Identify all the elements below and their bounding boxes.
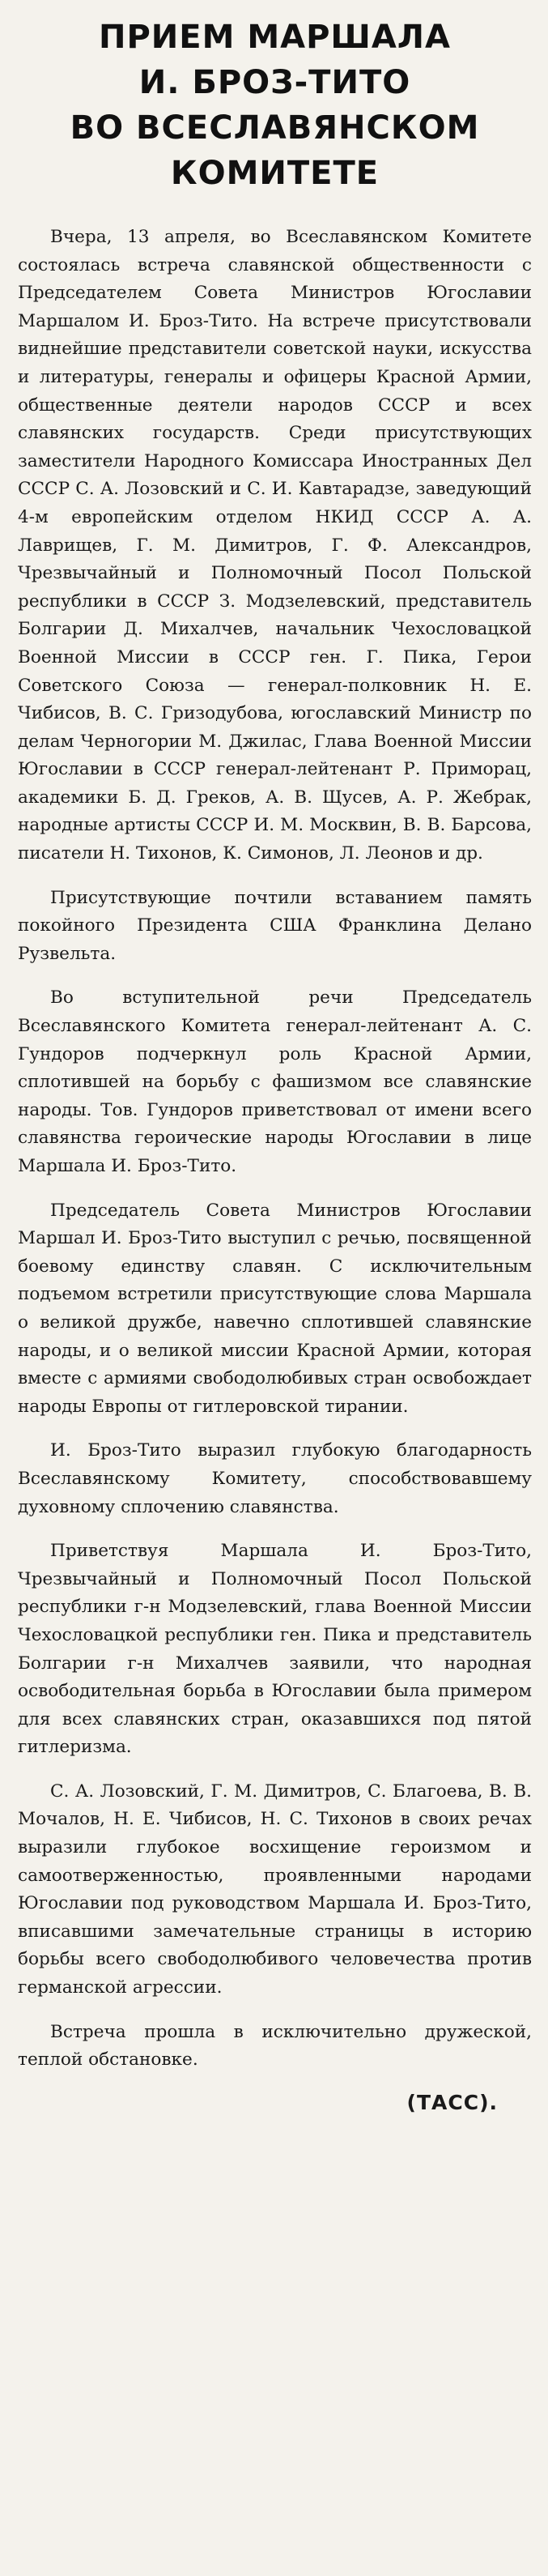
paragraph-attendees: Вчера, 13 апреля, во Всеславянском Комитете состоялась встреча славянской общественности с Председателем Совета Министров Югославии Маршалом И. Броз-Тито. На встрече присутствовали виднейшие представители советской науки, искусства и литературы, генералы и офицеры Красной Армии, общественные деятели народов СССР и всех славянских государств. Среди присутствующих заместители Народного Комиссара Иностранных Дел СССР С. А. Лозовский и С. И. Кавтарадзе, заведующий 4-м европейским отделом НКИД СССР А. А. Лаврищев, Г. М. Димитров, Г. Ф. Александров, Чрезвычайный и Полномочный Посол Польской республики в СССР З. Модзелевский, представитель Болгарии Д. Михалчев, начальник Чехословацкой Военной Миссии в СССР ген. Г. Пика, Герои Советского Союза — генерал-полковник Н. Е. Чибисов, В. С. Гризодубова, югославский Министр по делам Черногории М. Джилас, Глава Военной Миссии Югославии в СССР генерал-лейтенант Р. Приморац, академики Б. Д. Греков, А. В. Щусев, А. Р. Жебрак, народные артисты СССР И. М. Москвин, В. В. Барсова, писатели Н. Тихонов, К. Симонов, Л. Леонов и др. (18, 227, 532, 864)
article-body (18, 224, 532, 2075)
headline (18, 11, 532, 196)
paragraph-speeches: С. А. Лозовский, Г. М. Димитров, С. Благоева, В. В. Мочалов, Н. Е. Чибисов, Н. С. Тихонов в своих речах выразили глубокое восхищение героизмом и самоотверженностью, проявленными народами Югославии под руководством Маршала И. Броз-Тито, вписавшими замечательные страницы в историю борьбы всего свободолюбивого человечества против германской агрессии. (18, 1781, 532, 1998)
paragraph-tribute: Присутствующие почтили вставанием память покойного Президента США Франклина Делано Рузвельта. (18, 887, 532, 964)
headline-line-1: ПРИЕМ МАРШАЛА (99, 19, 451, 56)
paragraph-closing: Встреча прошла в исключительно дружеской, теплой обстановке. (18, 2021, 532, 2071)
paragraph-greetings: Приветствуя Маршала И. Броз-Тито, Чрезвычайный и Полномочный Посол Польской республики г-н Модзелевский, глава Военной Миссии Чехословацкой республики ген. Пика и представитель Болгарии г-н Михалчев заявили, что народная освободительная борьба в Югославии была примером для всех славянских стран, оказавшихся под пятой гитлеризма. (18, 1541, 532, 1758)
headline-line-3: ВО ВСЕСЛАВЯНСКОМ (70, 109, 480, 147)
agency-credit: (ТАСС). (406, 2090, 498, 2114)
headline-line-2: И. БРОЗ-ТИТО (138, 64, 411, 101)
paragraph-tito-speech: Председатель Совета Министров Югославии Маршал И. Броз-Тито выступил с речью, посвященной боевому единству славян. С исключительным подъемом встретили присутствующие слова Маршала о великой дружбе, навечно сплотившей славянские народы, и о великой миссии Красной Армии, которая вместе с армиями свободолюбивых стран освобождает народы Европы от гитлеровской тирании. (18, 1200, 532, 1417)
paragraph-gratitude: И. Броз-Тито выразил глубокую благодарность Всеславянскому Комитету, способствовавшему духовному сплочению славянства. (18, 1440, 532, 1517)
paragraph-opening-speech: Во вступительной речи Председатель Всеславянского Комитета генерал-лейтенант А. С. Гундоров подчеркнул роль Красной Армии, сплотившей на борьбу с фашизмом все славянские народы. Тов. Гундоров приветствовал от имени всего славянства героические народы Югославии в лице Маршала И. Броз-Тито. (18, 987, 532, 1176)
headline-line-4: КОМИТЕТЕ (170, 155, 380, 192)
